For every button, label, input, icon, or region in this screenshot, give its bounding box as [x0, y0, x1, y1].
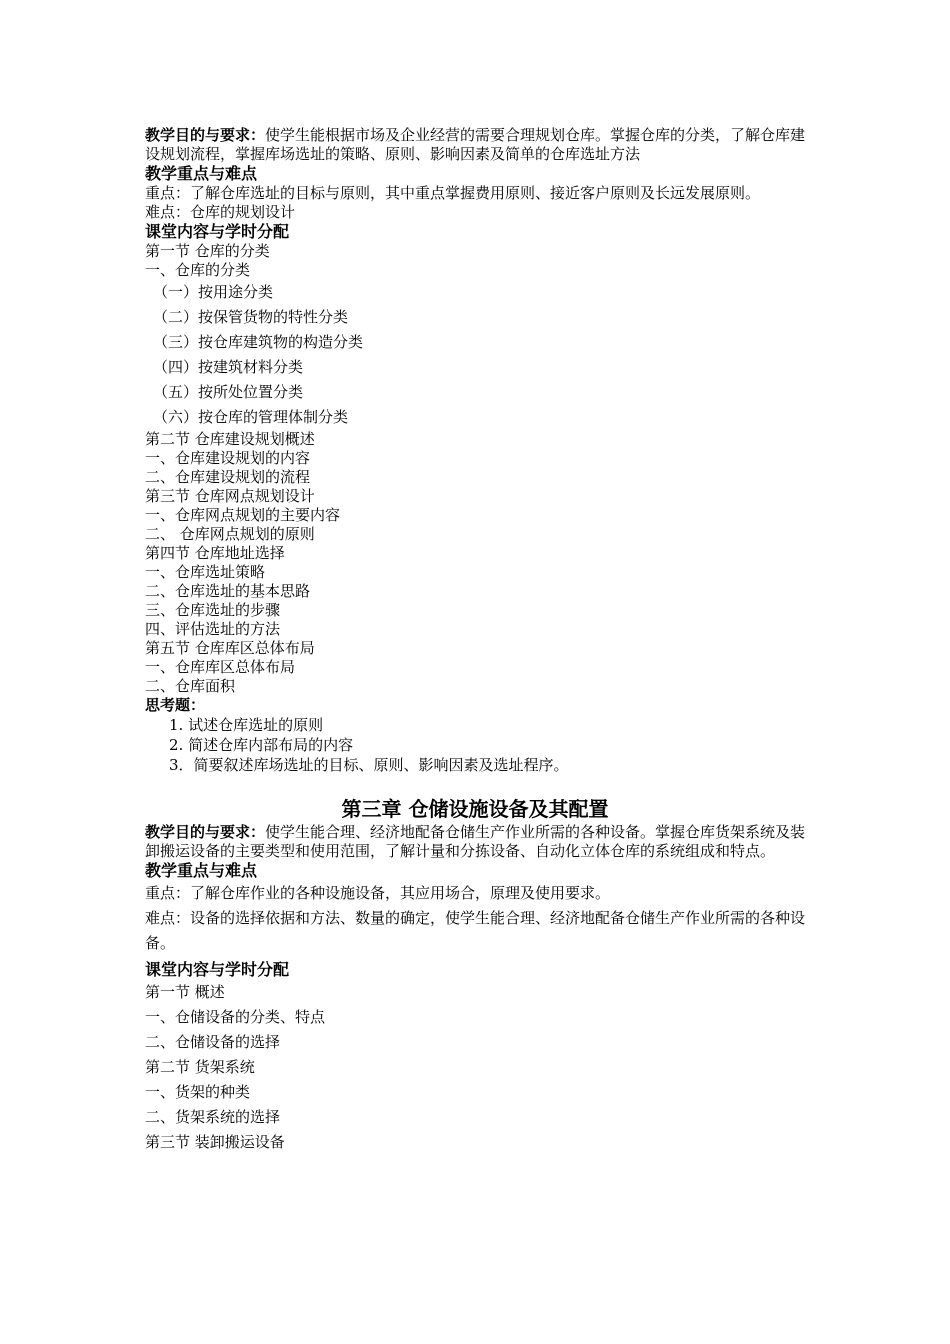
outline-line: 一、仓库建设规划的内容: [145, 449, 311, 467]
subitem: （五）按所处位置分类: [153, 383, 304, 401]
question-item: 3．简要叙述库场选址的目标、原则、影响因素及选址程序。: [169, 756, 569, 774]
question-item: 1. 试述仓库选址的原则: [169, 716, 324, 734]
outline-line: 第一节 概述: [145, 983, 225, 1001]
outline-line: 一、仓储设备的分类、特点: [145, 1008, 326, 1026]
ch2-key-point: 重点：了解仓库选址的目标与原则，其中重点掌握费用原则、接近客户原则及长远发展原则。: [145, 184, 761, 202]
ch3-content-heading: 课堂内容与学时分配: [145, 960, 290, 979]
outline-line: 二、仓库选址的基本思路: [145, 582, 311, 600]
outline-line: 第二节 仓库建设规划概述: [145, 430, 315, 448]
outline-line: 二、仓储设备的选择: [145, 1033, 281, 1051]
ch3-key-heading: 教学重点与难点: [145, 861, 258, 880]
ch2-section-1: 第一节 仓库的分类: [145, 242, 270, 260]
ch3-teaching-goal: [145, 823, 815, 861]
outline-line: 第五节 仓库库区总体布局: [145, 639, 315, 657]
outline-line: 第三节 仓库网点规划设计: [145, 487, 315, 505]
outline-line: 第三节 装卸搬运设备: [145, 1133, 285, 1151]
outline-line: 第二节 货架系统: [145, 1058, 255, 1076]
chapter-3-title: 第三章 仓储设施设备及其配置: [341, 797, 609, 821]
ch2-goal-text: 使学生能根据市场及企业经营的需要合理规划仓库。掌握仓库的分类，了解仓库建设规划流程，掌握库场选址的策略、原则、影响因素及简单的仓库选址方法: [145, 126, 806, 163]
outline-line: 二、仓库建设规划的流程: [145, 468, 311, 486]
ch3-key-point: 重点：了解仓库作业的各种设施设备，其应用场合，原理及使用要求。: [145, 884, 611, 902]
outline-line: 一、仓库选址策略: [145, 563, 266, 581]
ch2-difficulty: 难点：仓库的规划设计: [145, 203, 296, 221]
question-item: 2. 简述仓库内部布局的内容: [169, 736, 354, 754]
outline-line: 三、仓库选址的步骤: [145, 601, 281, 619]
outline-line: 一、货架的种类: [145, 1083, 251, 1101]
outline-line: 一、仓库库区总体布局: [145, 658, 296, 676]
outline-line: 四、评估选址的方法: [145, 620, 281, 638]
subitem: （六）按仓库的管理体制分类: [153, 408, 349, 426]
ch2-section-1-item: 一、仓库的分类: [145, 261, 251, 279]
ch2-key-heading: 教学重点与难点: [145, 164, 258, 183]
ch2-teaching-goal: [145, 126, 815, 164]
subitem: （四）按建筑材料分类: [153, 358, 304, 376]
ch2-content-heading: 课堂内容与学时分配: [145, 222, 290, 241]
ch3-goal-text: 使学生能合理、经济地配备仓储生产作业所需的各种设备。掌握仓库货架系统及装卸搬运设备的主要类型和使用范围，了解计量和分拣设备、自动化立体仓库的系统组成和特点。: [145, 823, 806, 860]
subitem: （三）按仓库建筑物的构造分类: [153, 333, 364, 351]
ch2-goal-label: 教学目的与要求：: [145, 126, 266, 144]
questions-label: 思考题：: [145, 696, 206, 714]
document-content: [145, 126, 815, 1155]
ch3-goal-label: 教学目的与要求：: [145, 823, 266, 841]
subitem: （一）按用途分类: [153, 283, 274, 301]
subitem: （二）按保管货物的特性分类: [153, 308, 349, 326]
outline-line: 第四节 仓库地址选择: [145, 544, 285, 562]
outline-line: 一、仓库网点规划的主要内容: [145, 506, 341, 524]
outline-line: 二、货架系统的选择: [145, 1108, 281, 1126]
ch3-difficulty: 难点：设备的选择依据和方法、数量的确定，使学生能合理、经济地配备仓储生产作业所需的各种设备。: [145, 909, 806, 952]
outline-line: 二、仓库面积: [145, 677, 236, 695]
outline-line: 二、 仓库网点规划的原则: [145, 525, 315, 543]
